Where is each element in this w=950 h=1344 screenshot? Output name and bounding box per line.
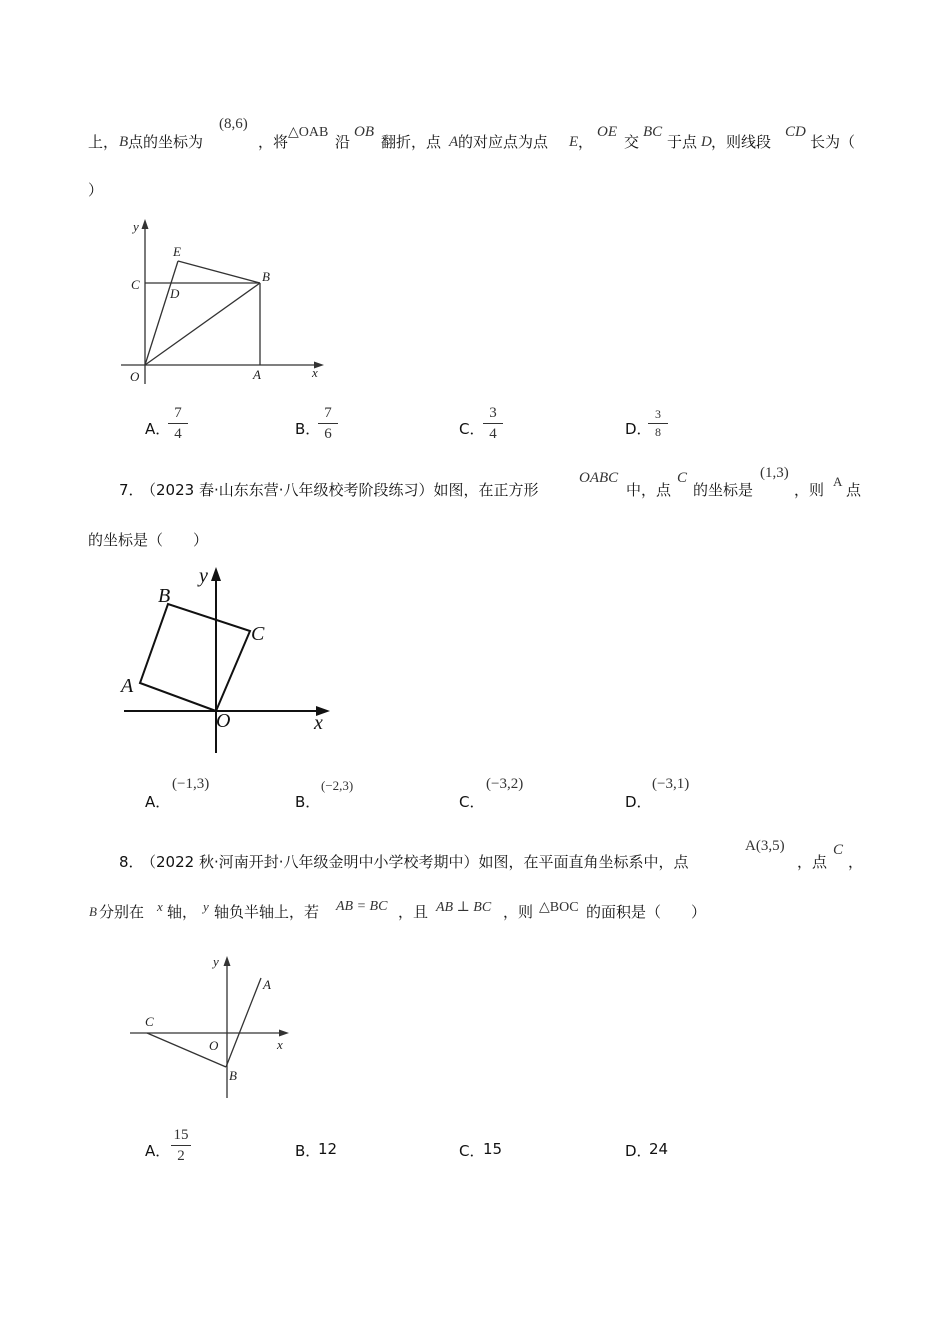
q8-x: x — [157, 899, 163, 914]
q8-option-d-letter[interactable]: D． — [625, 1142, 652, 1160]
q7-text: ，则 — [794, 481, 825, 499]
q7-number: 7． — [119, 481, 144, 499]
q7-option-a-letter[interactable]: A． — [145, 793, 171, 811]
q6-segment-bc: BC — [643, 124, 663, 140]
q8-point-a: A(3,5) — [745, 838, 785, 854]
q6-segment-ob — [145, 283, 260, 365]
q7-figure — [110, 560, 340, 760]
q7-label-o: O — [216, 710, 231, 732]
q6-option-d-letter[interactable]: D． — [625, 420, 652, 438]
q7-square — [140, 604, 250, 711]
q8-y-arrow — [224, 956, 231, 966]
q8-triangle-boc: △BOC — [539, 900, 579, 915]
q8-text: ， — [848, 853, 864, 871]
q8-option-b-letter[interactable]: B． — [295, 1142, 321, 1160]
q8-option-c-letter[interactable]: C． — [459, 1142, 485, 1160]
q6-option-d-value[interactable]: 3 8 — [646, 407, 670, 440]
q8-label-o: O — [209, 1038, 219, 1053]
q6-label-d: D — [170, 286, 180, 301]
q6-segment-ob: OB — [354, 124, 374, 140]
q6-label-b: B — [262, 269, 270, 284]
q6-text: ， — [578, 133, 594, 151]
q6-text: 点的坐标为 — [128, 133, 204, 151]
q8-option-d-value[interactable]: 24 — [649, 1140, 669, 1158]
q6-figure — [110, 212, 340, 392]
q6-segment-cd: CD — [785, 124, 806, 140]
q6-text: 的对应点为点 — [458, 133, 549, 151]
q6-label-a: A — [253, 367, 261, 382]
q6-text: 翻折，点 — [381, 133, 442, 151]
q8-label-a: A — [263, 977, 271, 992]
q6-coord-b: (8,6) — [219, 116, 248, 132]
q6-text: 上， — [88, 133, 119, 151]
q6-segment-oe — [145, 261, 178, 365]
q6-label-c: C — [131, 277, 140, 292]
q6-text: 沿 — [335, 133, 351, 151]
q7-option-b-value[interactable]: (−2,3) — [321, 778, 354, 793]
q6-point-a: A — [449, 134, 459, 150]
q7-text: 的坐标是 — [693, 481, 754, 499]
q8-label-x: x — [277, 1037, 283, 1052]
q8-text: 的面积是（ ） — [586, 903, 707, 921]
q8-option-a-value[interactable]: 15 2 — [169, 1126, 193, 1165]
q7-y-arrow — [211, 567, 221, 581]
q7-option-a-value[interactable]: (−1,3) — [172, 776, 210, 792]
q8-option-a-letter[interactable]: A． — [145, 1142, 171, 1160]
q8-text: 轴， — [167, 903, 198, 921]
q8-text: 轴负半轴上，若 — [214, 903, 320, 921]
q6-point-d: D — [701, 134, 712, 150]
q8-perpendicular: AB ⊥ BC — [436, 900, 492, 915]
q8-point-b: B — [89, 904, 97, 919]
q7-label-c: C — [251, 623, 265, 645]
q8-text: ，且 — [398, 903, 429, 921]
q7-point-c: C — [677, 470, 688, 486]
q6-text: 交 — [624, 133, 640, 151]
q6-text: 于点 — [667, 133, 698, 151]
q8-point-c: C — [833, 842, 844, 858]
q8-label-y: y — [213, 954, 219, 969]
q7-coord-c: (1,3) — [760, 465, 789, 481]
q8-option-c-value[interactable]: 15 — [483, 1140, 503, 1158]
q6-label-y: y — [133, 219, 139, 234]
q8-equation: AB = BC — [336, 899, 388, 914]
q6-point-b: B — [119, 134, 129, 150]
q7-option-d-value[interactable]: (−3,1) — [652, 776, 690, 792]
q6-label-e: E — [173, 244, 181, 259]
q8-text: 分别在 — [99, 903, 145, 921]
q8-figure — [120, 948, 300, 1103]
q8-label-c: C — [145, 1014, 154, 1029]
q6-label-x: x — [312, 365, 318, 380]
q8-y: y — [203, 899, 209, 914]
q8-number: 8． — [119, 853, 144, 871]
q7-label-x: x — [314, 712, 323, 734]
q7-label-a: A — [121, 675, 134, 697]
q6-option-a-letter[interactable]: A． — [145, 420, 171, 438]
q6-option-b-value[interactable]: 7 6 — [316, 404, 340, 443]
q6-triangle-oab: △OAB — [288, 125, 329, 140]
q6-option-b-letter[interactable]: B． — [295, 420, 321, 438]
q6-text: 长为（ — [810, 133, 856, 151]
q6-text: ，将 — [258, 133, 289, 151]
q6-segment-eb — [178, 261, 260, 283]
q7-label-y: y — [199, 565, 208, 587]
q6-option-c-value[interactable]: 3 4 — [481, 404, 505, 443]
q7-option-c-letter[interactable]: C． — [459, 793, 485, 811]
q8-text: ，点 — [797, 853, 828, 871]
q6-point-e: E — [569, 134, 579, 150]
q7-option-b-letter[interactable]: B． — [295, 793, 321, 811]
q8-segment-ba — [226, 978, 261, 1067]
q7-label-b: B — [158, 585, 171, 607]
q8-option-b-value[interactable]: 12 — [318, 1140, 338, 1158]
q6-y-arrow — [142, 219, 149, 229]
q6-segment-oe: OE — [597, 124, 617, 140]
q6-option-a-value[interactable]: 7 4 — [166, 404, 190, 443]
q8-source: （2022 秋·河南开封·八年级金明中小学校考期中）如图，在平面直角坐标系中，点 — [141, 853, 689, 871]
q6-line-2: ） — [88, 181, 104, 199]
q8-x-arrow — [279, 1030, 289, 1037]
q8-label-b: B — [229, 1068, 237, 1083]
q7-source: （2023 春·山东东营·八年级校考阶段练习）如图，在正方形 — [141, 481, 539, 499]
q8-text: ，则 — [503, 903, 534, 921]
q7-text: 中，点 — [626, 481, 672, 499]
q7-square-oabc: OABC — [579, 470, 619, 486]
q7-point-a: A — [833, 474, 843, 489]
q6-text: ，则线段 — [711, 133, 772, 151]
q7-option-c-value[interactable]: (−3,2) — [486, 776, 524, 792]
q6-label-o: O — [130, 369, 140, 384]
q7-line-2: 的坐标是（ ） — [88, 531, 209, 549]
q6-option-c-letter[interactable]: C． — [459, 420, 485, 438]
q7-option-d-letter[interactable]: D． — [625, 793, 652, 811]
q7-text: 点 — [846, 481, 862, 499]
